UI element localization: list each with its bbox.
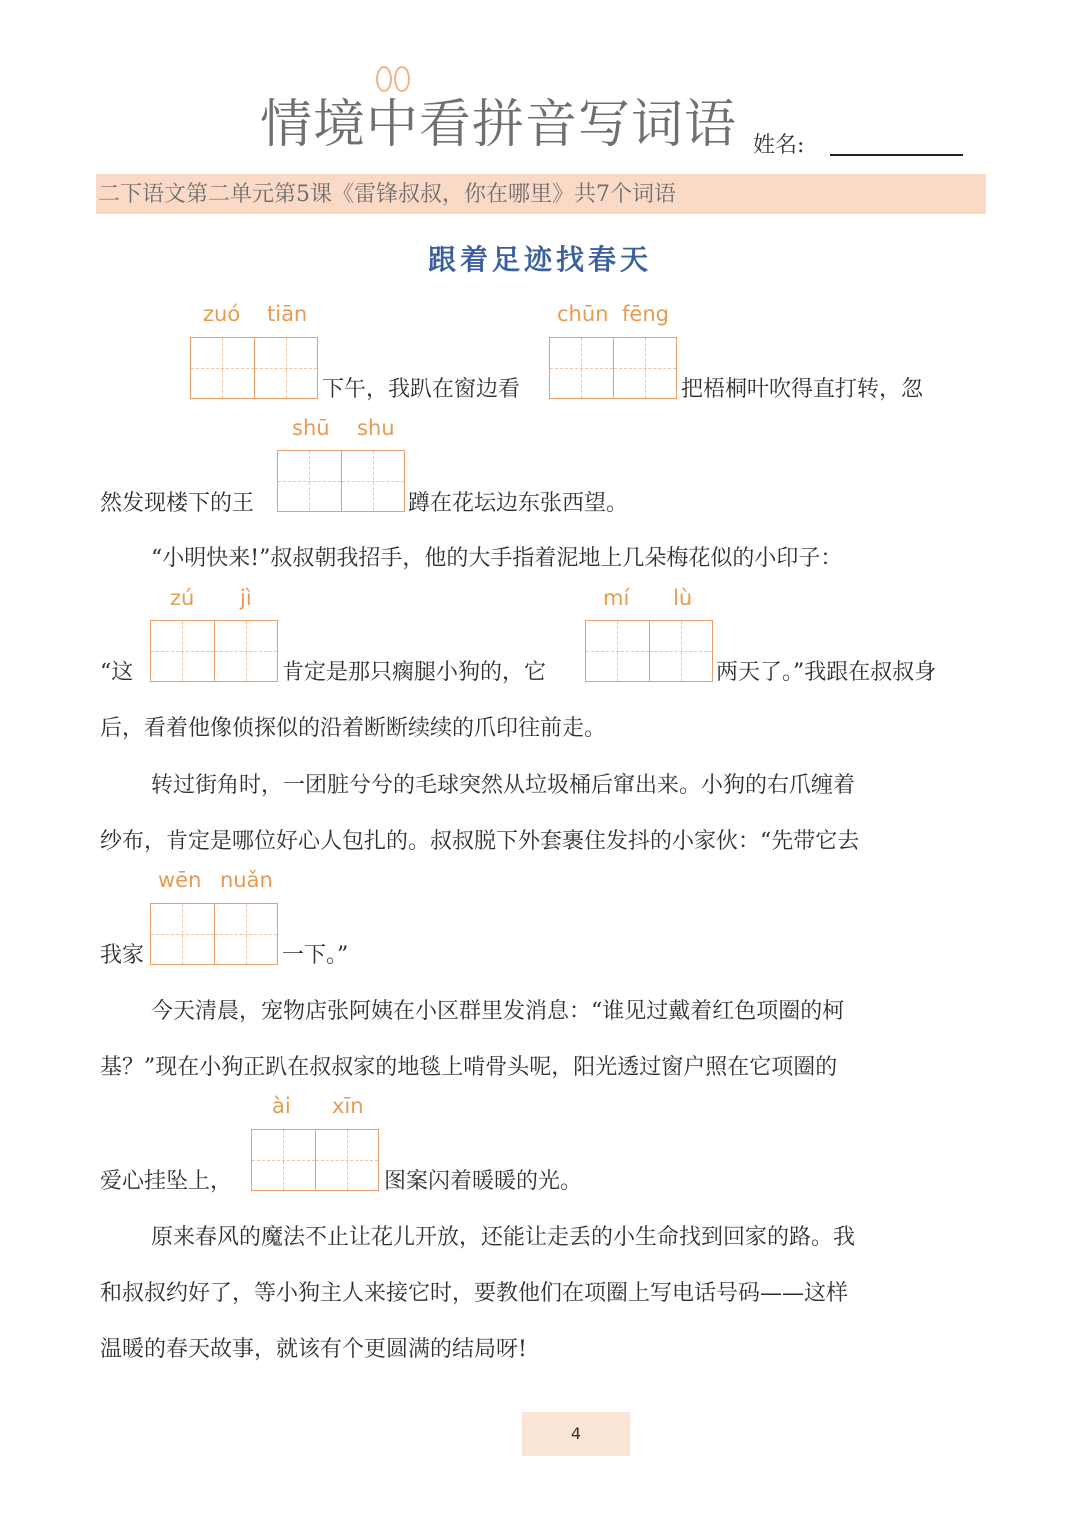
story-text: 两天了。”我跟在叔叔身 xyxy=(716,660,937,685)
story-text: 我家 xyxy=(100,943,145,968)
answer-cell[interactable] xyxy=(151,621,214,681)
answer-cell[interactable] xyxy=(613,338,677,398)
answer-cell[interactable] xyxy=(214,904,278,964)
story-text: 今天清晨，宠物店张阿姨在小区群里发消息：“谁见过戴着红色项圈的柯 xyxy=(151,999,845,1024)
answer-cell[interactable] xyxy=(550,338,613,398)
pinyin: mí xyxy=(603,586,630,610)
name-field-line[interactable] xyxy=(830,154,963,156)
story-text: 爱心挂坠上， xyxy=(100,1169,233,1194)
story-text: 基？”现在小狗正趴在叔叔家的地毯上啃骨头呢，阳光透过窗户照在它项圈的 xyxy=(100,1055,838,1080)
answer-cell[interactable] xyxy=(252,1130,315,1190)
story-text: 图案闪着暖暖的光。 xyxy=(384,1169,583,1194)
pinyin: jì xyxy=(240,586,252,610)
pinyin: zuó xyxy=(203,302,241,326)
pinyin: nuǎn xyxy=(220,868,273,892)
answer-box-word-4[interactable] xyxy=(150,620,278,682)
story-text: 后，看着他像侦探似的沿着断断续续的爪印往前走。 xyxy=(100,716,607,741)
story-text: “这 xyxy=(100,660,134,685)
name-label: 姓名: xyxy=(753,133,805,158)
story-text: 纱布，肯定是哪位好心人包扎的。叔叔脱下外套裹住发抖的小家伙：“先带它去 xyxy=(100,829,860,854)
answer-cell[interactable] xyxy=(341,451,405,511)
answer-box-word-2[interactable] xyxy=(549,337,677,399)
story-text: 然发现楼下的王 xyxy=(100,491,255,516)
answer-cell[interactable] xyxy=(214,621,278,681)
page-number: 4 xyxy=(522,1412,630,1456)
lesson-banner: 二下语文第二单元第5课《雷锋叔叔，你在哪里》共7个词语 xyxy=(96,174,986,214)
answer-box-word-1[interactable] xyxy=(190,337,318,399)
pinyin: ài xyxy=(272,1094,291,1118)
pinyin: wēn xyxy=(158,868,202,892)
answer-cell[interactable] xyxy=(151,904,214,964)
answer-box-word-3[interactable] xyxy=(277,450,405,512)
pinyin: lù xyxy=(673,586,693,610)
pinyin: xīn xyxy=(332,1094,364,1118)
pinyin: chūn xyxy=(557,302,609,326)
answer-box-word-7[interactable] xyxy=(251,1129,379,1191)
answer-box-word-5[interactable] xyxy=(585,620,713,682)
pinyin: tiān xyxy=(267,302,308,326)
story-text: 转过街角时，一团脏兮兮的毛球突然从垃圾桶后窜出来。小狗的右爪缠着 xyxy=(151,773,856,798)
answer-cell[interactable] xyxy=(586,621,649,681)
pinyin: shū xyxy=(292,416,330,440)
answer-cell[interactable] xyxy=(315,1130,379,1190)
answer-cell[interactable] xyxy=(649,621,713,681)
story-text: 肯定是那只瘸腿小狗的，它 xyxy=(282,660,547,685)
pinyin: zú xyxy=(170,586,195,610)
story-title: 跟着足迹找春天 xyxy=(427,243,652,276)
story-text: 一下。” xyxy=(282,943,349,968)
answer-cell[interactable] xyxy=(254,338,318,398)
story-text: 温暖的春天故事，就该有个更圆满的结局呀! xyxy=(100,1337,527,1362)
story-text: 把梧桐叶吹得直打转，忽 xyxy=(681,377,924,402)
pinyin: fēng xyxy=(622,302,669,326)
answer-box-word-6[interactable] xyxy=(150,903,278,965)
answer-cell[interactable] xyxy=(191,338,254,398)
answer-cell[interactable] xyxy=(278,451,341,511)
worksheet-title: 情境中看拼音写词语 xyxy=(260,95,738,155)
story-text: 下午，我趴在窗边看 xyxy=(322,377,521,402)
pinyin: shu xyxy=(357,416,395,440)
story-text: “小明快来!”叔叔朝我招手，他的大手指着泥地上几朵梅花似的小印子： xyxy=(151,546,843,571)
story-text: 原来春风的魔法不止让花儿开放，还能让走丢的小生命找到回家的路。我 xyxy=(151,1225,856,1250)
story-text: 和叔叔约好了，等小狗主人来接它时，要教他们在项圈上写电话号码——这样 xyxy=(100,1281,849,1306)
story-text: 蹲在花坛边东张西望。 xyxy=(408,491,629,516)
